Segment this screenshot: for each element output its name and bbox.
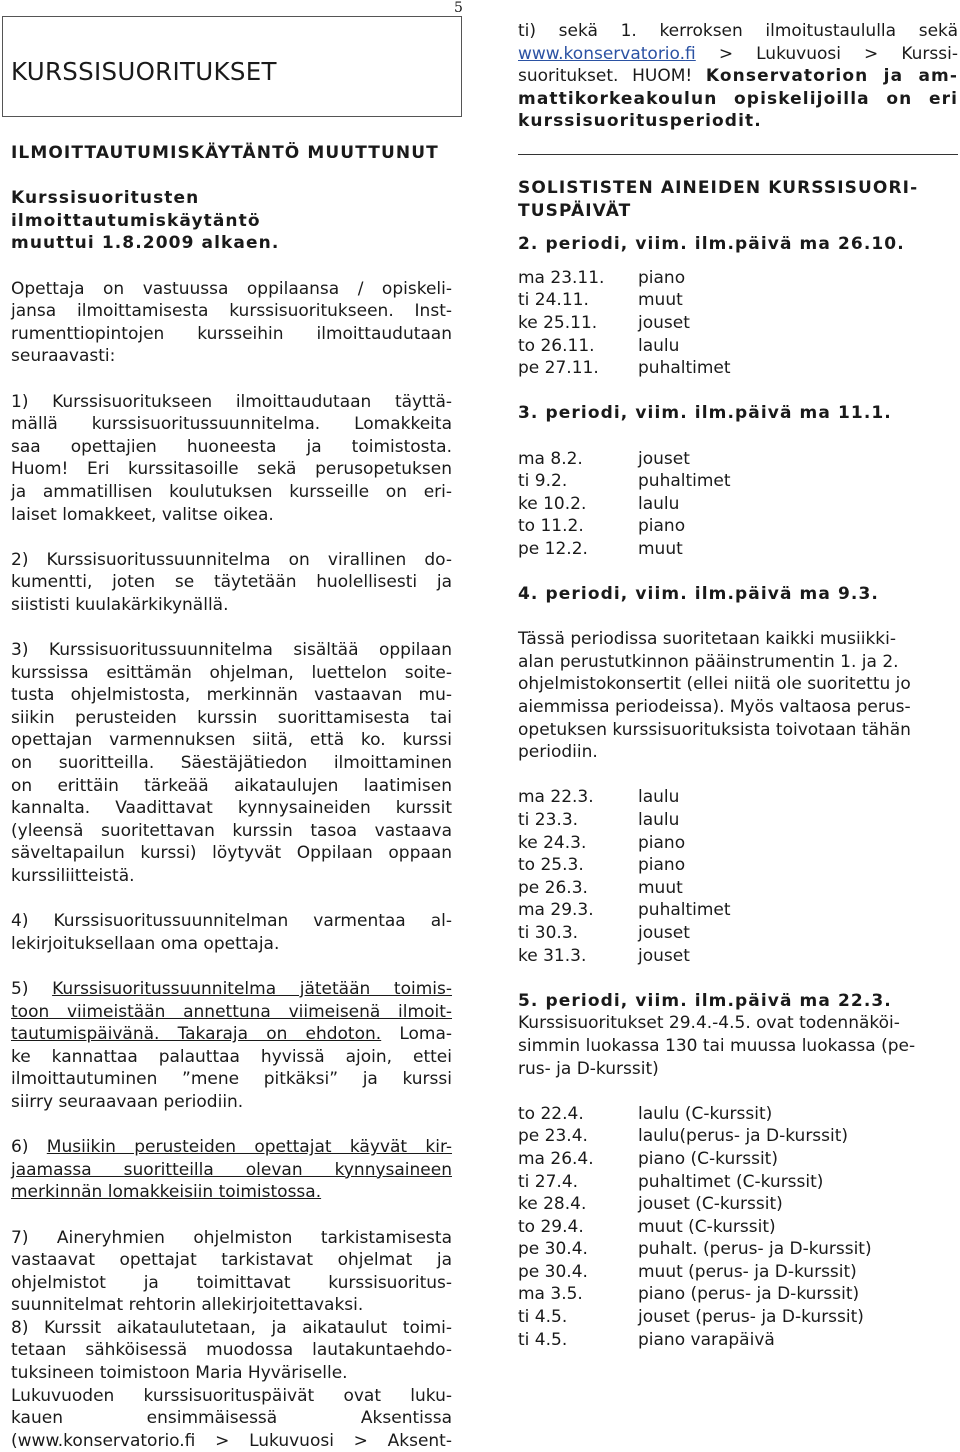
instrument: piano varapäivä [638,1329,775,1350]
schedule-row [518,1238,958,1261]
instrument: puhaltimet [638,471,731,492]
instrument: jouset [638,922,690,943]
date: ti 24.11. [518,290,589,311]
subheading-line: Kurssisuoritusten ilmoittautumiskäytäntö [11,188,261,231]
schedule-row [518,448,958,471]
text-line [11,1001,452,1024]
heading-line: TUSPÄIVÄT [518,200,632,221]
date: ti 4.5. [518,1307,568,1328]
date: ma 8.2. [518,448,583,469]
text-line [11,978,452,1001]
schedule-list [518,448,958,561]
date: pe 23.4. [518,1126,588,1147]
text-line: Kurssisuoritukset 29.4.-4.5. ovat todennäköi- [518,1013,900,1034]
date: to 26.11. [518,335,595,356]
underlined-text: Kurssisuoritussuunnitelma jätetään toimis- [52,978,452,999]
schedule-row [518,493,958,516]
schedule-row [518,1125,958,1148]
period-description [518,1012,958,1080]
text-line: (www.konservatorio.fi > Lukuvuosi > Aksent- [11,1430,452,1451]
instrument: jouset [638,448,690,469]
date: pe 26.3. [518,877,588,898]
item-1 [11,391,452,527]
date: ma 22.3. [518,787,594,808]
period-heading: 2. periodi, viim. ilm.päivä ma 26.10. [518,234,905,255]
schedule-row [518,922,958,945]
text-line [11,1181,452,1204]
instrument: puhaltimet [638,358,731,379]
text-line: opettajan varmennuksen siitä, että ko. kurssi [11,730,452,751]
period-heading: 5. periodi, viim. ilm.päivä ma 22.3. [518,990,892,1011]
item-number: 6) [11,1137,47,1158]
date: ma 23.11. [518,267,605,288]
title-box [2,16,462,117]
text-line: 3) Kurssisuoritussuunnitelma sisältää oppilaan [11,640,452,661]
text-line: rus- ja D-kurssit) [518,1058,659,1079]
text-line: siikin perusteiden kurssin suorittamisesta tai [11,707,452,728]
date: ti 27.4. [518,1171,579,1192]
schedule-list [518,267,958,380]
instrument: jouset (C-kurssit) [638,1194,783,1215]
text-line: jansa ilmoittamisesta kurssisuoritukseen. Inst- [11,301,452,322]
text-line: kauen ensimmäisessä Aksentissa [11,1408,452,1429]
instrument: laulu [638,335,680,356]
schedule-row [518,335,958,358]
item-8 [11,1317,452,1452]
instrument: piano [638,832,686,853]
date: ke 10.2. [518,493,587,514]
instrument: jouset (perus- ja D-kurssit) [638,1307,864,1328]
schedule-row [518,515,958,538]
date: ti 23.3. [518,810,579,830]
text-line [11,1023,452,1046]
text-line: rumenttiopintojen kursseihin ilmoittaudutaan [11,323,452,344]
schedule-list [518,786,958,967]
instrument: piano [638,267,686,288]
date: ke 31.3. [518,945,587,966]
underlined-text: merkinnän lomakkeisiin toimistossa. [11,1182,322,1203]
schedule-row [518,538,958,561]
text-line: simmin luokassa 130 tai muussa luokassa (pe- [518,1035,916,1056]
text-line: Huom! Eri kurssitasoille sekä perusopetuksen [11,459,452,480]
plain-text: > Lukuvuosi > Kurssi- [695,43,958,64]
date: ti 9.2. [518,471,568,492]
instrument: puhaltimet [638,900,731,921]
schedule-list [518,1103,958,1352]
text-line: kurssiliitteistä. [11,866,135,886]
bold-text: Konservatorion ja am- [705,66,958,87]
page-title: KURSSISUORITUKSET [11,57,277,86]
instrument: jouset [638,312,690,333]
website-link[interactable]: fi [685,43,696,64]
text-line: ohjelmistot ja toimittavat kurssisuoritus- [11,1272,452,1293]
date: ke 24.3. [518,832,587,853]
item-4 [11,910,452,955]
schedule-row [518,899,958,922]
left-column [11,142,452,1452]
website-link[interactable]: www.konservatorio. [518,43,686,64]
period-description [518,628,958,764]
text-line: mällä kurssisuoritussuunnitelma. Lomakkeita [11,414,452,435]
instrument: muut [638,877,683,898]
right-column [518,20,958,1351]
text-line: suunnitelmat rehtorin allekirjoitettavaksi. [11,1295,364,1316]
period-heading: 4. periodi, viim. ilm.päivä ma 9.3. [518,584,879,605]
item-number: 5) [11,978,53,999]
date: pe 30.4. [518,1239,588,1260]
item-6 [11,1136,452,1204]
text-line: siirry seuraavaan periodiin. [11,1091,244,1112]
text-line: aiemmissa periodeissa). Myös valtaosa perus- [518,697,911,718]
text-line: tuksineen toimistoon Maria Hyväriselle. [11,1363,348,1384]
text-line [518,43,958,66]
instrument: laulu(perus- ja D-kurssit) [638,1126,849,1147]
text-line: (yleensä suoritettavan kurssin tasoa vastaava [11,820,452,841]
text-line: kumentti, joten se täytetään huolellisesti ja [11,572,452,593]
subheading-line: muuttui 1.8.2009 alkaen. [11,233,280,254]
schedule-row [518,470,958,493]
instrument: laulu [638,810,680,830]
underlined-text: tautumispäivänä. Takaraja on ehdoton. [11,1024,382,1045]
text-line: laiset lomakkeet, valitse oikea. [11,504,274,525]
schedule-row [518,312,958,335]
text-line: Opettaja on vastuussa oppilaansa / opiskeli- [11,278,452,299]
continued-paragraph [518,20,958,133]
instrument: muut (C-kurssit) [638,1216,776,1237]
schedule-row [518,945,958,968]
date: to 11.2. [518,516,584,537]
text-line: Lukuvuoden kurssisuorituspäivät ovat luku- [11,1385,452,1406]
item-5 [11,978,452,1114]
instrument: muut [638,538,683,559]
text-line [518,65,958,88]
period-heading: 3. periodi, viim. ilm.päivä ma 11.1. [518,403,892,424]
schedule-row [518,267,958,290]
text-line: ke kannattaa palauttaa hyvissä ajoin, ettei [11,1046,452,1067]
date: ti 30.3. [518,922,579,943]
schedule-row [518,832,958,855]
text-line: 1) Kurssisuoritukseen ilmoittaudutaan täyttä- [11,391,452,412]
schedule-row [518,786,958,809]
instrument: piano [638,855,686,876]
item-7 [11,1227,452,1317]
text-line: 2) Kurssisuoritussuunnitelma on virallinen do- [11,549,452,570]
section-heading [518,177,958,222]
instrument: laulu [638,787,680,808]
schedule-row [518,877,958,900]
heading-line: SOLISTISTEN AINEIDEN KURSSISUORI- [518,177,919,198]
text-line: opetuksen kurssisuorituksista toivotaan tähän [518,719,911,740]
bold-text: mattikorkeakoulun opiskelijoilla on eri [518,88,958,109]
underlined-text: jaamassa suoritteilla olevan kynnysaineen [11,1159,452,1180]
item-3 [11,639,452,888]
date: pe 12.2. [518,538,588,559]
subheading [11,187,452,255]
date: ma 29.3. [518,900,594,921]
schedule-row [518,854,958,877]
item-2 [11,549,452,617]
intro-paragraph [11,278,452,368]
text-line: 7) Aineryhmien ohjelmiston tarkistamisesta [11,1227,452,1248]
text-line: säveltapailun kurssi) löytyvät Oppilaan oppaan [11,843,452,864]
text-line [11,1159,452,1182]
text-line: ja ammatillisen koulutuksen kursseille on eri- [11,481,452,502]
schedule-row [518,1261,958,1284]
date: to 29.4. [518,1216,584,1237]
date: pe 27.11. [518,358,599,379]
schedule-row [518,1329,958,1352]
text-line: ohjelmistokonsertit (ellei niitä ole suoritettu jo [518,674,911,695]
schedule-row [518,1216,958,1239]
schedule-row [518,357,958,380]
date: ke 25.11. [518,312,598,333]
date: ma 26.4. [518,1148,594,1169]
text-line: kannalta. Vaadittavat kynnysaineiden kurssit [11,798,452,819]
page-number: 5 [454,0,463,16]
bold-text: kurssisuoritusperiodit. [518,111,762,132]
date: ke 28.4. [518,1194,587,1215]
text-line: Tässä periodissa suoritetaan kaikki musiikki- [518,629,897,650]
instrument: puhalt. (perus- ja D-kurssit) [638,1239,872,1260]
text-line: saa opettajien huoneesta ja toimistosta. [11,436,452,457]
instrument: laulu (C-kurssit) [638,1103,773,1124]
instrument: jouset [638,945,690,966]
text-line: ti) sekä 1. kerroksen ilmoitustaululla sekä [518,21,958,41]
text-line: kurssissa esittämän ohjelman, luettelon soite- [11,662,452,683]
schedule-row [518,1103,958,1126]
section-heading: ILMOITTAUTUMISKÄYTÄNTÖ MUUTTUNUT [11,143,439,163]
plain-text: suoritukset. HUOM! [518,66,706,87]
instrument: puhaltimet (C-kurssit) [638,1171,824,1192]
text-line: 8) Kurssit aikataulutetaan, ja aikataulut toimi- [11,1317,452,1338]
date: pe 30.4. [518,1261,588,1282]
text-line: siististi kuulakärkikynällä. [11,594,229,615]
instrument: piano [638,516,686,537]
text-line: on suoritteilla. Säestäjätiedon ilmoittaminen [11,753,452,774]
text-line: periodiin. [518,742,598,763]
schedule-row [518,289,958,312]
text-line: tetaan sähköisessä muodossa lautakuntaehdo- [11,1340,452,1361]
date: to 22.4. [518,1103,584,1124]
date: ti 4.5. [518,1329,568,1350]
text-line: vastaavat opettajat tarkistavat ohjelmat ja [11,1250,452,1271]
underlined-text: toon viimeistään annettuna viimeisenä ilmoit- [11,1001,452,1022]
underlined-text: Musiikin perusteiden opettajat käyvät kir- [46,1137,452,1158]
text-line: alan perustutkinnon pääinstrumentin 1. ja 2. [518,651,899,672]
text-line: tusta ohjelmistosta, merkinnän vastaavan mu- [11,685,452,706]
instrument: muut (perus- ja D-kurssit) [638,1261,857,1282]
plain-text: Loma- [381,1024,453,1045]
schedule-row [518,1283,958,1306]
text-line: seuraavasti: [11,346,116,367]
schedule-row [518,1193,958,1216]
schedule-row [518,1171,958,1194]
date: ma 3.5. [518,1284,583,1305]
schedule-row [518,1306,958,1329]
date: to 25.3. [518,855,584,876]
text-line [11,1136,452,1159]
text-line: lekirjoituksellaan oma opettaja. [11,933,280,954]
schedule-row [518,809,958,832]
schedule-row [518,1148,958,1171]
text-line: on erittäin tärkeää aikataulujen laatimisen [11,775,452,796]
text-line: ilmoittautuminen ”mene pitkäksi” ja kurssi [11,1069,452,1090]
instrument: laulu [638,493,680,514]
instrument: piano (perus- ja D-kurssit) [638,1284,860,1305]
text-line: 4) Kurssisuoritussuunnitelman varmentaa al- [11,911,452,932]
instrument: muut [638,290,683,311]
instrument: piano (C-kurssit) [638,1148,778,1169]
